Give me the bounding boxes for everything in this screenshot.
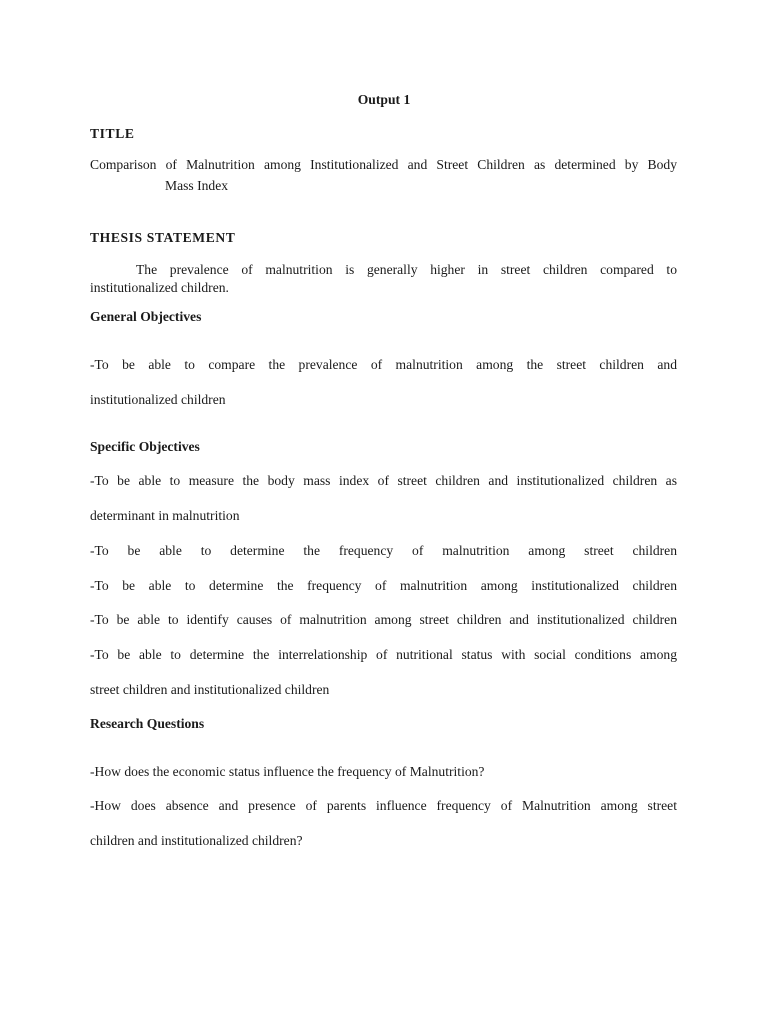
thesis-text-line-2: institutionalized children. [90,280,229,295]
title-text-line-2: Mass Index [165,178,229,193]
thesis-text-line-1: The prevalence of malnutrition is generally higher in street children compared to [136,262,677,277]
specific-objective-line-6: -To be able to determine the interrelationship of nutritional status with social conditions among [90,647,677,662]
research-questions-heading: Research Questions [90,716,205,731]
specific-objective-line-3: -To be able to determine the frequency of malnutrition among street children [90,543,677,558]
specific-objectives-heading: Specific Objectives [90,439,200,454]
thesis-heading: THESIS STATEMENT [90,230,236,245]
research-question-line-3: children and institutionalized children? [90,833,303,848]
output-label: Output 1 [357,92,411,107]
general-objectives-line-2: institutionalized children [90,392,226,407]
specific-objective-line-1: -To be able to measure the body mass index of street children and institutionalized children as [90,473,677,488]
title-heading: TITLE [90,126,135,141]
specific-objective-line-7: street children and institutionalized children [90,682,330,697]
research-question-line-1: -How does the economic status influence the frequency of Malnutrition? [90,764,485,779]
specific-objective-line-2: determinant in malnutrition [90,508,240,523]
research-question-line-2: -How does absence and presence of parents influence frequency of Malnutrition among street [90,798,677,813]
title-text-line-1: Comparison of Malnutrition among Institutionalized and Street Children as determined by Body [90,157,677,172]
specific-objective-line-4: -To be able to determine the frequency of malnutrition among institutionalized children [90,578,677,593]
general-objectives-heading: General Objectives [90,309,202,324]
specific-objective-line-5: -To be able to identify causes of malnutrition among street children and institutionalized children [90,612,677,627]
general-objectives-line-1: -To be able to compare the prevalence of malnutrition among the street children and [90,357,677,372]
